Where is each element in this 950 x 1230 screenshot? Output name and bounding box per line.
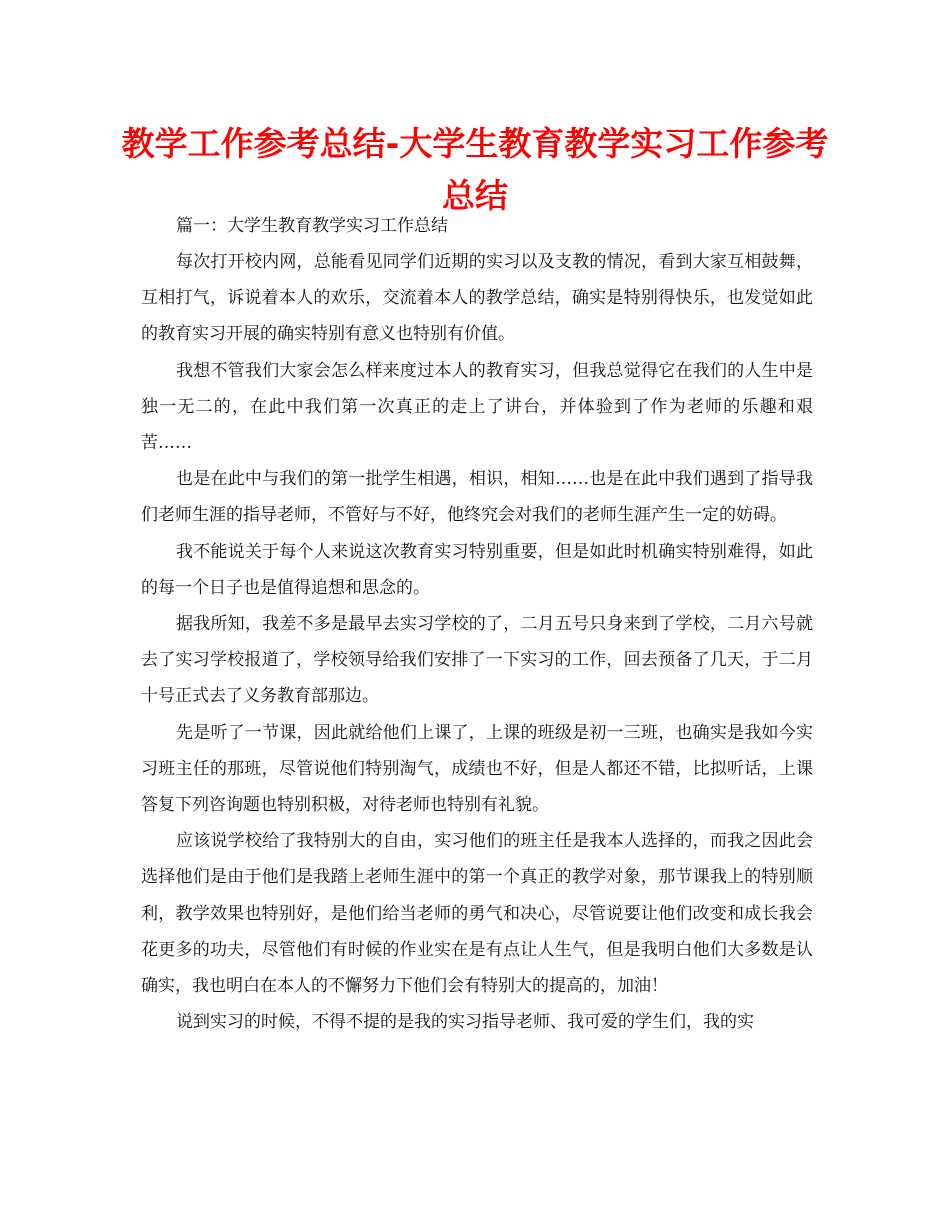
- paragraph-6: 先是听了一节课，因此就给他们上课了，上课的班级是初一三班，也确实是我如今实习班主任的那班，尽管说他们特别淘气，成绩也不好，但是人都还不错，比拟听话，上课答复下列咨询题也特别积极，对待老师也特别有礼貌。: [141, 722, 813, 816]
- paragraph-4: 我不能说关于每个人来说这次教育实习特别重要，但是如此时机确实特别难得，如此的每一个日子也是值得追想和思念的。: [141, 541, 813, 598]
- paragraph-7: 应该说学校给了我特别大的自由，实习他们的班主任是我本人选择的，而我之因此会选择他们是由于他们是我踏上老师生涯中的第一个真正的教学对象，那节课我上的特别顺利，教学效果也特别好，是他们给当老师的勇气和决心，尽管说要让他们改变和成长我会花更多的功夫，尽管他们有时候的作业实在是有点让人生气，但是我明白他们大多数是认确实，我也明白在本人的不懈努力下他们会有特别大的提高的，加油！: [141, 831, 813, 997]
- section-heading: 篇一：大学生教育教学实习工作总结: [176, 216, 448, 236]
- document-body: [141, 208, 813, 1040]
- document-title: 教学工作参考总结-大学生教育教学实习工作参考总结: [121, 124, 829, 215]
- paragraph-5: 据我所知，我差不多是最早去实习学校的了，二月五号只身来到了学校，二月六号就去了实习学校报道了，学校领导给我们安排了一下实习的工作，回去预备了几天，于二月十号正式去了义务教育部那边。: [141, 614, 813, 707]
- paragraph-3: 也是在此中与我们的第一批学生相遇，相识，相知……也是在此中我们遇到了指导我们老师生涯的指导老师，不管好与不好，他终究会对我们的老师生涯产生一定的妨碍。: [141, 469, 813, 526]
- paragraph-8: 说到实习的时候，不得不提的是我的实习指导老师、我可爱的学生们，我的实: [176, 1012, 754, 1033]
- paragraph-2: 我想不管我们大家会怎么样来度过本人的教育实习，但我总觉得它在我们的人生中是独一无二的，在此中我们第一次真正的走上了讲台，并体验到了作为老师的乐趣和艰苦……: [141, 360, 813, 454]
- paragraph-1: 每次打开校内网，总能看见同学们近期的实习以及支教的情况，看到大家互相鼓舞，互相打气，诉说着本人的欢乐，交流着本人的教学总结，确实是特别得快乐，也发觉如此的教育实习开展的确实特别有意义也特别有价值。: [141, 252, 813, 345]
